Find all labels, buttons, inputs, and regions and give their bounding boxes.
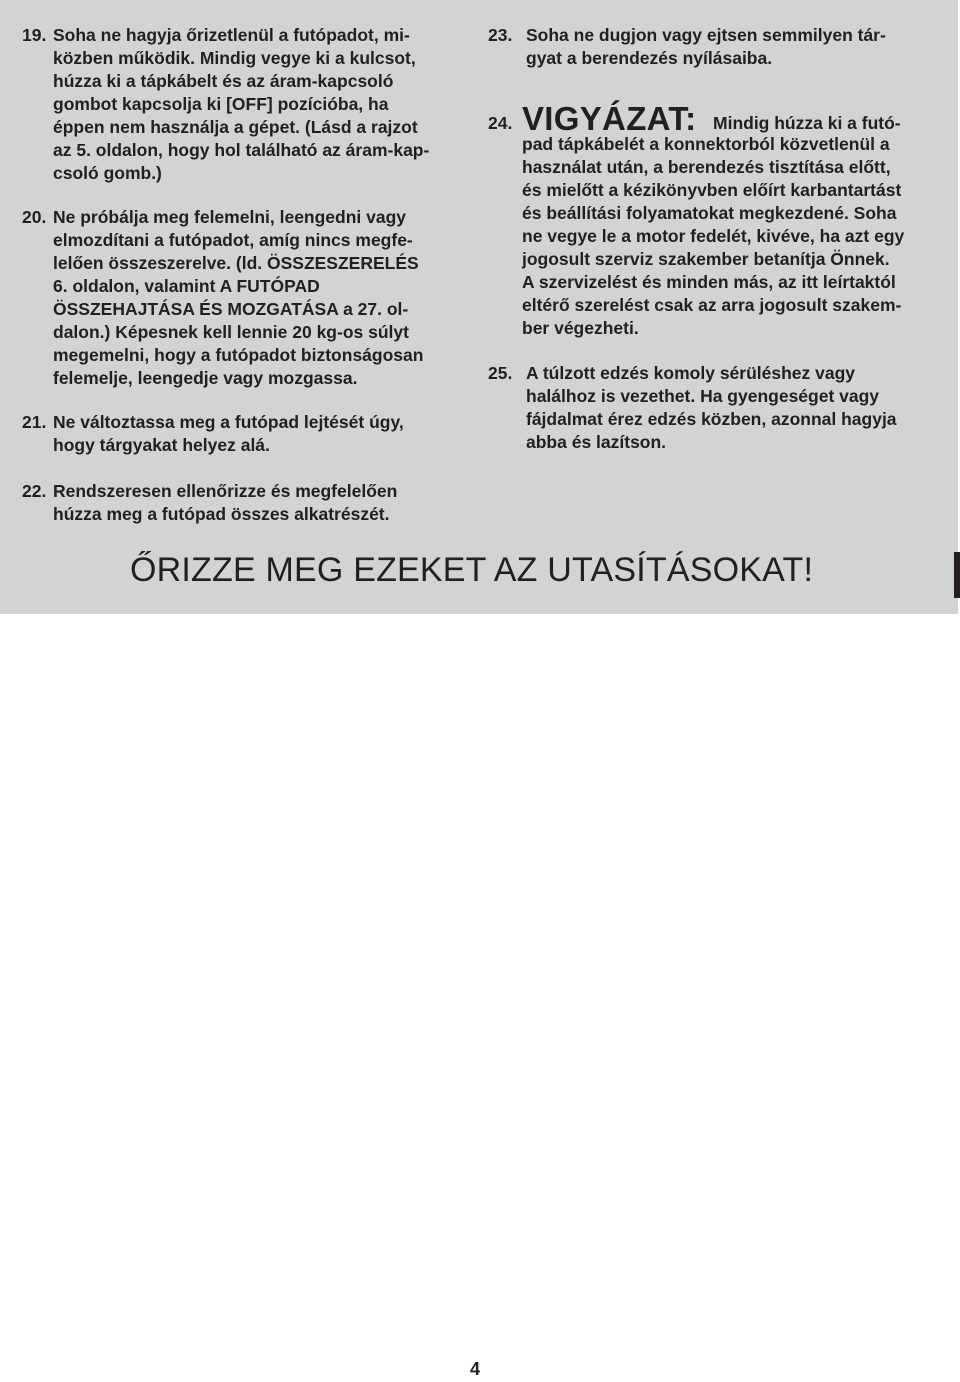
- item-line: 6. oldalon, valamint A FUTÓPAD: [53, 276, 320, 296]
- item-line: Soha ne dugjon vagy ejtsen semmilyen tár-: [526, 25, 886, 45]
- item-line: lelően összeszerelve. (ld. ÖSSZESZERELÉS: [53, 253, 419, 273]
- safety-item-25: [488, 362, 897, 454]
- item-line: abba és lazítson.: [526, 432, 667, 452]
- item-line: az 5. oldalon, hogy hol található az áram-kap-: [53, 140, 430, 160]
- safety-item-23: [488, 24, 886, 70]
- item-line: pad tápkábelét a konnektorból közvetlenül a: [522, 134, 890, 154]
- safety-item-22: [22, 480, 397, 526]
- item-line: és beállítási folyamatokat megkezdené. Soha: [522, 203, 897, 223]
- safety-item-21: [22, 411, 404, 457]
- item-line: Mindig húzza ki a futó-: [713, 113, 901, 133]
- safety-item-20: [22, 206, 423, 390]
- item-line: Rendszeresen ellenőrizze és megfelelően: [53, 481, 398, 501]
- item-number: 21.: [22, 412, 47, 432]
- item-line: húzza ki a tápkábelt és az áram-kapcsoló: [53, 71, 394, 91]
- page-number: 4: [470, 1359, 481, 1379]
- item-line: ber végezheti.: [522, 318, 639, 338]
- item-line: hogy tárgyakat helyez alá.: [53, 435, 270, 455]
- safety-item-19: [22, 24, 429, 185]
- item-number: 19.: [22, 25, 47, 45]
- item-line: Ne próbálja meg felemelni, leengedni vagy: [53, 207, 407, 227]
- item-line: gombot kapcsolja ki [OFF] pozícióba, ha: [53, 94, 389, 114]
- item-line: húzza meg a futópad összes alkatrészét.: [53, 504, 390, 524]
- warning-first-line: [522, 100, 904, 137]
- warning-label: VIGYÁZAT:: [522, 100, 697, 137]
- item-line: és mielőtt a kézikönyvben előírt karbantartást: [522, 180, 902, 200]
- item-line: Soha ne hagyja őrizetlenül a futópadot, mi-: [53, 25, 410, 45]
- item-line: csoló gomb.): [53, 163, 162, 183]
- item-line: ÖSSZEHAJTÁSA ÉS MOZGATÁSA a 27. ol-: [53, 299, 409, 319]
- item-number: 25.: [488, 363, 513, 383]
- item-line: jogosult szerviz szakember betanítja Önnek.: [522, 249, 890, 269]
- safety-item-24: [488, 100, 905, 340]
- item-line: használat után, a berendezés tisztítása előtt,: [522, 157, 891, 177]
- item-number: 24.: [488, 113, 513, 133]
- item-line: halálhoz is vezethet. Ha gyengeséget vagy: [526, 386, 880, 406]
- item-line: felemelje, leengedje vagy mozgassa.: [53, 368, 358, 388]
- item-line: fájdalmat érez edzés közben, azonnal hagyja: [526, 409, 897, 429]
- item-line: megemelni, hogy a futópadot biztonságosan: [53, 345, 424, 365]
- item-line: gyat a berendezés nyílásaiba.: [526, 48, 773, 68]
- item-line: közben működik. Mindig vegye ki a kulcsot,: [53, 48, 416, 68]
- item-number: 20.: [22, 207, 47, 227]
- item-line: dalon.) Képesnek kell lennie 20 kg-os súlyt: [53, 322, 409, 342]
- item-line: A szervizelést és minden más, az itt leírtaktól: [522, 272, 896, 292]
- item-line: ne vegye le a motor fedelét, kivéve, ha azt egy: [522, 226, 905, 246]
- item-line: A túlzott edzés komoly sérüléshez vagy: [526, 363, 856, 383]
- item-line: éppen nem használja a gépet. (Lásd a rajzot: [53, 117, 418, 137]
- panel-edge-mark: [954, 552, 960, 598]
- item-number: 22.: [22, 481, 47, 501]
- item-line: eltérő szerelést csak az arra jogosult szakem-: [522, 295, 902, 315]
- item-line: elmozdítani a futópadot, amíg nincs megfe-: [53, 230, 413, 250]
- item-number: 23.: [488, 25, 513, 45]
- keep-instructions-banner: ŐRIZZE MEG EZEKET AZ UTASÍTÁSOKAT!: [130, 551, 814, 589]
- item-line: Ne változtassa meg a futópad lejtését úgy,: [53, 412, 404, 432]
